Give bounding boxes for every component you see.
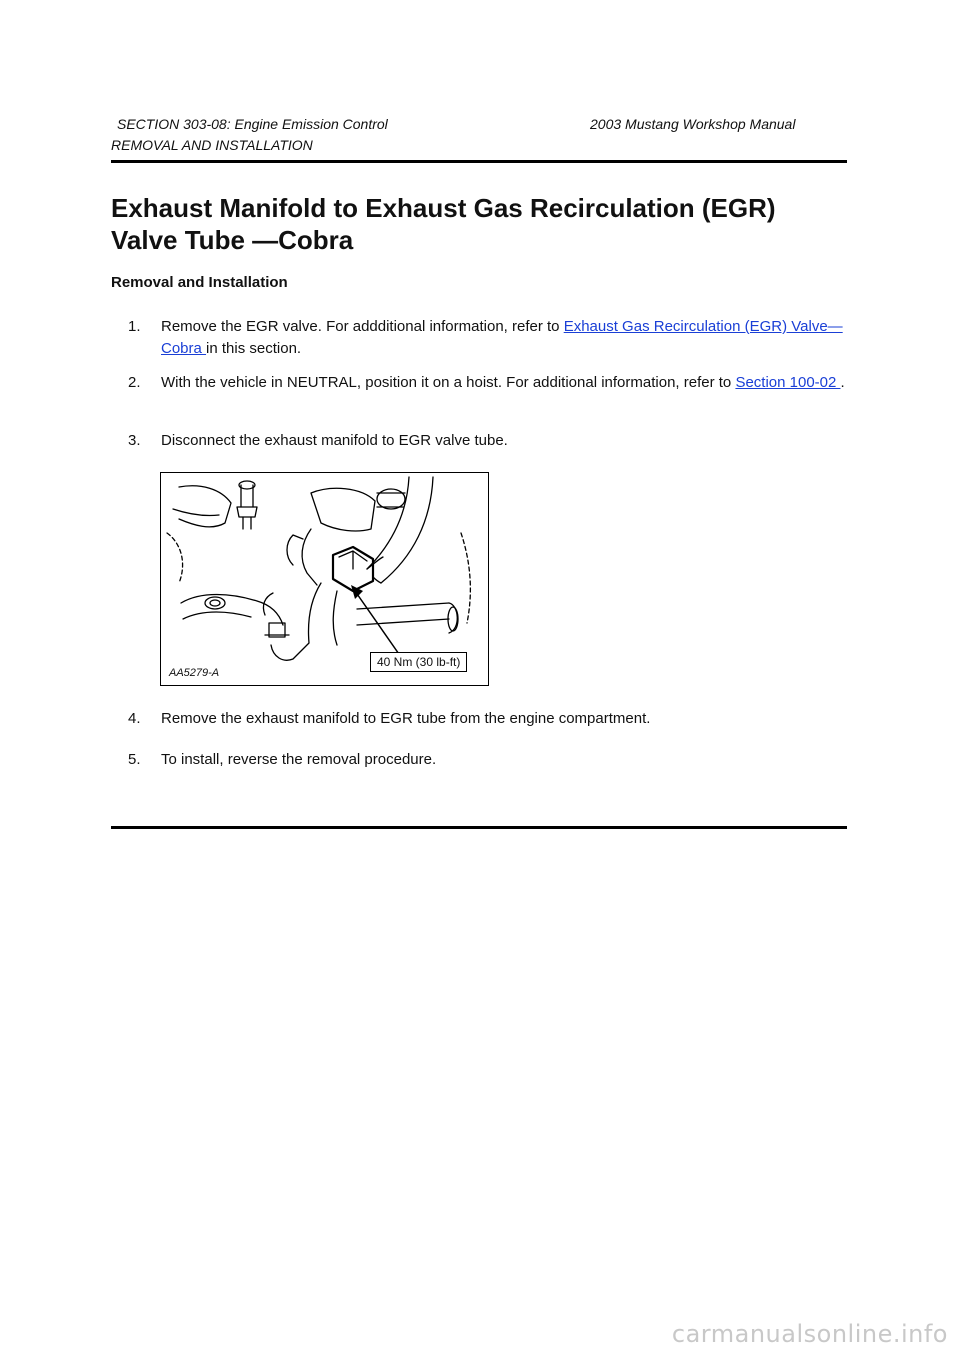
header-manual-title: 2003 Mustang Workshop Manual — [590, 116, 796, 132]
step-1 — [128, 316, 848, 360]
step-5 — [128, 749, 848, 771]
step-number: 2. — [128, 374, 141, 391]
step-number: 1. — [128, 318, 141, 335]
step-4 — [128, 708, 848, 730]
torque-callout: 40 Nm (30 lb-ft) — [370, 652, 467, 672]
figure-id-label: AA5279-A — [169, 667, 220, 679]
section-100-02-link[interactable]: Section 100-02 — [735, 374, 841, 391]
watermark: carmanualsonline.info — [671, 1320, 948, 1348]
step-text: . — [840, 374, 845, 391]
step-2 — [128, 372, 848, 394]
step-text: Remove the EGR valve. For addditional information, refer to — [161, 318, 564, 335]
step-number: 4. — [128, 710, 141, 727]
section-subheading: Removal and Installation — [111, 274, 288, 291]
bottom-rule — [111, 826, 847, 829]
header-subsection: REMOVAL AND INSTALLATION — [111, 137, 313, 153]
egr-tube-illustration — [160, 472, 489, 686]
top-rule — [111, 160, 847, 163]
step-number: 3. — [128, 432, 141, 449]
egr-valve-link[interactable]: Exhaust Gas Recirculation (EGR) Valve—Cobra — [161, 318, 843, 357]
page-title: Exhaust Manifold to Exhaust Gas Recirculation (EGR) Valve Tube —Cobra — [111, 193, 776, 255]
step-text: in this section. — [206, 340, 302, 357]
step-number: 5. — [128, 751, 141, 768]
step-text: Remove the exhaust manifold to EGR tube from the engine compartment. — [161, 710, 651, 727]
step-3 — [128, 430, 848, 452]
header-section: SECTION 303-08: Engine Emission Control — [117, 116, 388, 132]
step-text: Disconnect the exhaust manifold to EGR valve tube. — [161, 432, 508, 449]
step-text: With the vehicle in NEUTRAL, position it on a hoist. For additional information, refer to — [161, 374, 736, 391]
step-text: To install, reverse the removal procedure. — [161, 751, 437, 768]
